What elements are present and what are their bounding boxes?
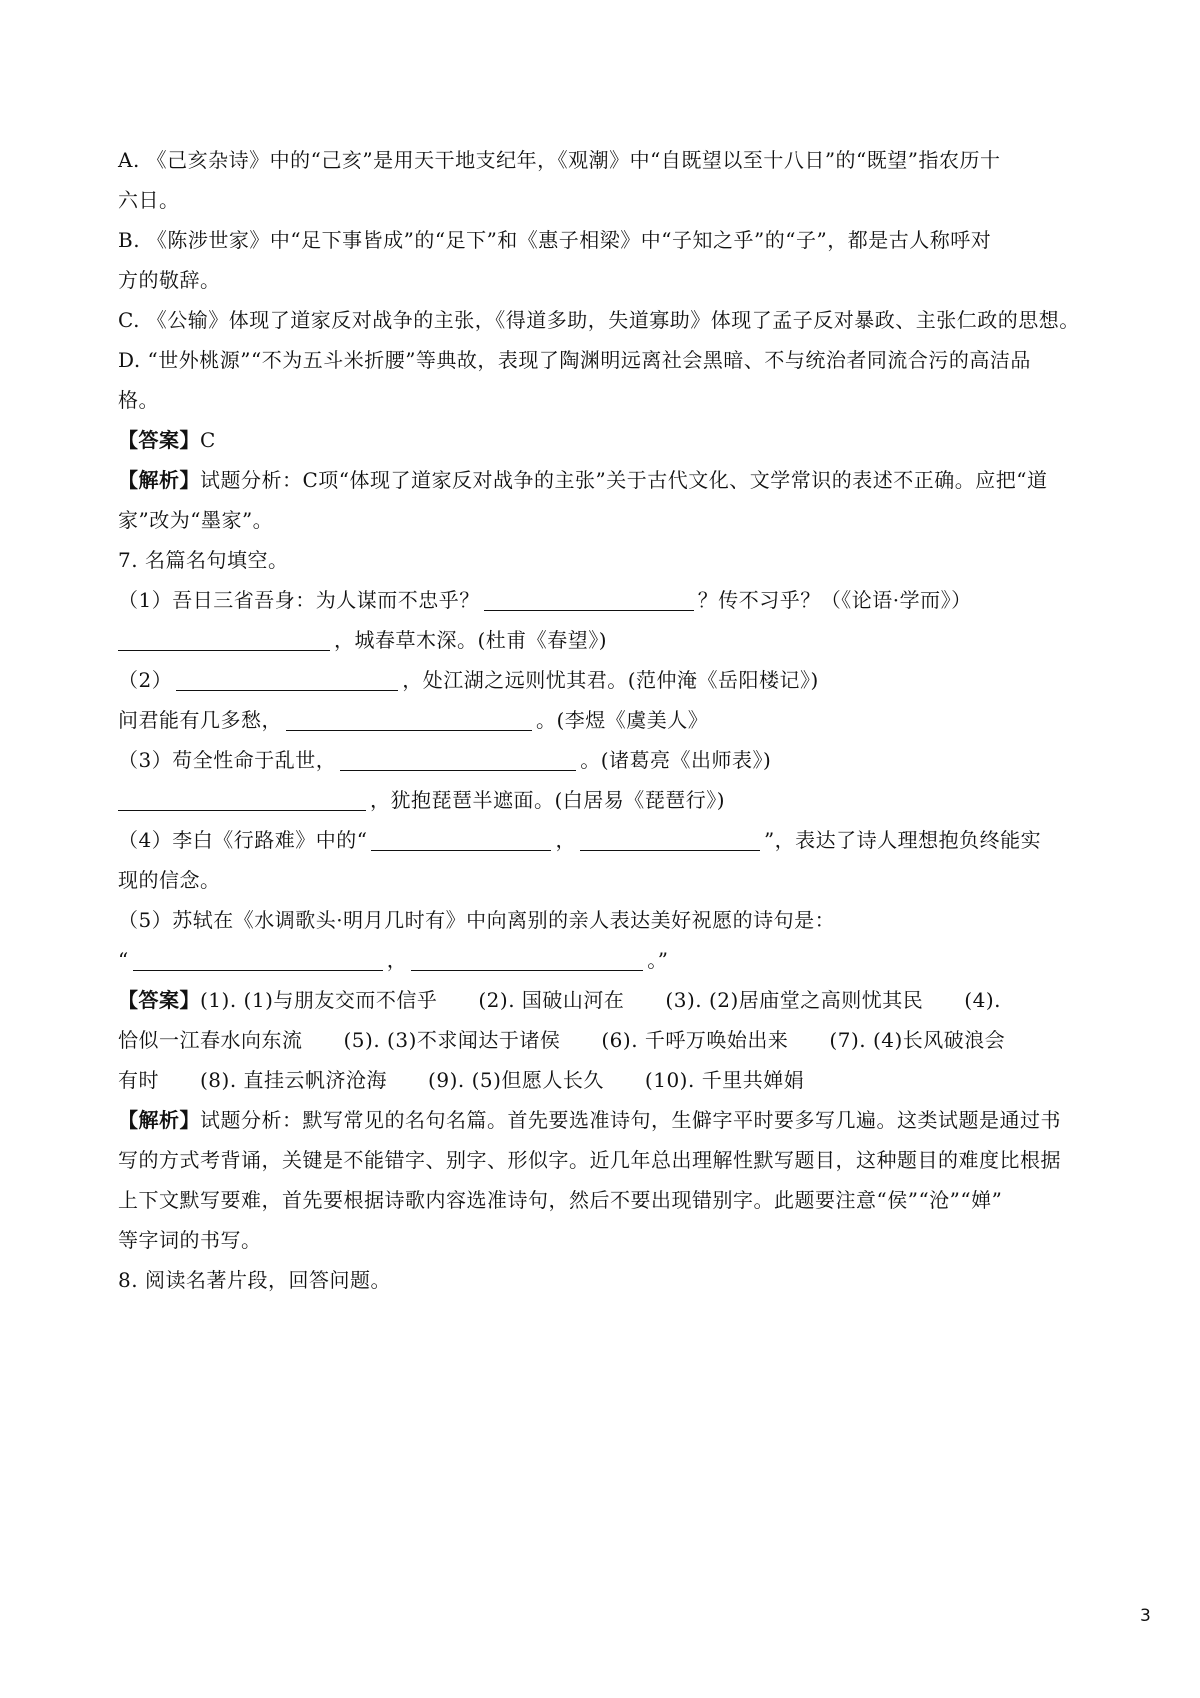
fill-text: ，处江湖之远则忧其君。(范仲淹《岳阳楼记》) xyxy=(402,668,819,692)
fill-text: 问君能有几多愁， xyxy=(118,708,282,732)
fill-text: ”，表达了诗人理想抱负终能实 xyxy=(763,828,1042,852)
q7-answer-line-3: 有时 (8). 直挂云帆济沧海 (9). (5)但愿人长久 (10). 千里共婵娟 xyxy=(118,1068,805,1092)
q6-answer xyxy=(118,420,1108,460)
option-a-line-2: 六日。 xyxy=(118,188,180,212)
fill-blank xyxy=(484,584,694,611)
q7-line-9: （5）苏轼在《水调歌头·明月几时有》中向离别的亲人表达美好祝愿的诗句是： xyxy=(118,908,836,932)
analysis-text: 试题分析：默写常见的名句名篇。首先要选准诗句，生僻字平时要多写几遍。这类试题是通过书 xyxy=(200,1108,1061,1132)
fill-blank xyxy=(411,944,643,971)
option-c: C. 《公输》体现了道家反对战争的主张，《得道多助，失道寡助》体现了孟子反对暴政、主张仁政的思想。 xyxy=(118,308,1080,332)
q7-answer-line-1 xyxy=(118,980,1108,1020)
fill-text: ， xyxy=(555,828,576,852)
fill-text: （1）吾日三省吾身：为人谋而不忠乎？ xyxy=(118,588,480,612)
q7-line-6 xyxy=(118,780,1108,820)
answer-text: (1). (1)与朋友交而不信乎 (2). 国破山河在 (3). (2)居庙堂之高则忧其民 (4). xyxy=(200,988,1001,1012)
q7-line-2 xyxy=(118,620,1108,660)
fill-text: 。(诸葛亮《出师表》) xyxy=(580,748,772,772)
option-a-line-1: A. 《己亥杂诗》中的“己亥”是用天干地支纪年，《观潮》中“自既望以至十八日”的“既望”指农历十 xyxy=(118,148,1001,172)
option-b-line-2: 方的敬辞。 xyxy=(118,268,221,292)
fill-blank xyxy=(118,784,366,811)
q8-title: 8. 阅读名著片段，回答问题。 xyxy=(118,1268,391,1292)
q7-analysis-line-2: 写的方式考背诵，关键是不能错字、别字、形似字。近几年总出理解性默写题目，这种题目的难度比根据 xyxy=(118,1148,1061,1172)
analysis-label: 【解析】 xyxy=(118,468,200,492)
fill-text: “ xyxy=(118,948,129,972)
page-content xyxy=(118,140,1108,1300)
q7-answer-line-2: 恰似一江春水向东流 (5). (3)不求闻达于诸侯 (6). 千呼万唤始出来 (7). (4)长风破浪会 xyxy=(118,1028,1006,1052)
fill-blank xyxy=(580,824,760,851)
q7-line-8: 现的信念。 xyxy=(118,868,221,892)
fill-text: ，城春草木深。(杜甫《春望》) xyxy=(334,628,608,652)
fill-text: ，犹抱琵琶半遮面。(白居易《琵琶行》) xyxy=(370,788,726,812)
option-b-line-1: B. 《陈涉世家》中“足下事皆成”的“足下”和《惠子相梁》中“子知之乎”的“子”，都是古人称呼对 xyxy=(118,228,992,252)
q7-analysis-line-1 xyxy=(118,1100,1108,1140)
fill-text: ， xyxy=(386,948,408,972)
fill-blank xyxy=(133,944,383,971)
analysis-label: 【解析】 xyxy=(118,1108,200,1132)
option-d-line-2: 格。 xyxy=(118,388,159,412)
fill-text: （4）李白《行路难》中的“ xyxy=(118,828,368,852)
answer-label: 【答案】 xyxy=(118,988,200,1012)
answer-text: C xyxy=(200,428,216,452)
q7-line-1 xyxy=(118,580,1108,620)
page-number: 3 xyxy=(1140,1606,1151,1626)
q7-title: 7. 名篇名句填空。 xyxy=(118,548,289,572)
fill-blank xyxy=(118,624,330,651)
q6-analysis-line-2: 家”改为“墨家”。 xyxy=(118,508,274,532)
q7-line-10 xyxy=(118,940,1108,980)
answer-label: 【答案】 xyxy=(118,428,200,452)
fill-blank xyxy=(340,744,576,771)
analysis-text: 试题分析：C项“体现了道家反对战争的主张”关于古代文化、文学常识的表述不正确。应把“道 xyxy=(200,468,1048,492)
q6-analysis-line-1 xyxy=(118,460,1108,500)
q7-analysis-line-3: 上下文默写要难，首先要根据诗歌内容选准诗句，然后不要出现错别字。此题要注意“侯”“沧”“婵” xyxy=(118,1188,1003,1212)
fill-text: （3）苟全性命于乱世， xyxy=(118,748,337,772)
q7-line-4 xyxy=(118,700,1108,740)
q7-line-5 xyxy=(118,740,1108,780)
option-d-line-1: D. “世外桃源”“不为五斗米折腰”等典故，表现了陶渊明远离社会黑暗、不与统治者同流合污的高洁品 xyxy=(118,348,1031,372)
q7-line-7 xyxy=(118,820,1108,860)
fill-text: ？传不习乎？（《论语·学而》） xyxy=(697,588,972,612)
fill-blank xyxy=(176,664,398,691)
q7-line-3 xyxy=(118,660,1108,700)
fill-text: （2） xyxy=(118,668,173,692)
fill-text: 。(李煜《虞美人》 xyxy=(536,708,709,732)
fill-blank xyxy=(286,704,532,731)
fill-blank xyxy=(371,824,551,851)
q7-analysis-line-4: 等字词的书写。 xyxy=(118,1228,262,1252)
fill-text: 。” xyxy=(647,948,669,972)
